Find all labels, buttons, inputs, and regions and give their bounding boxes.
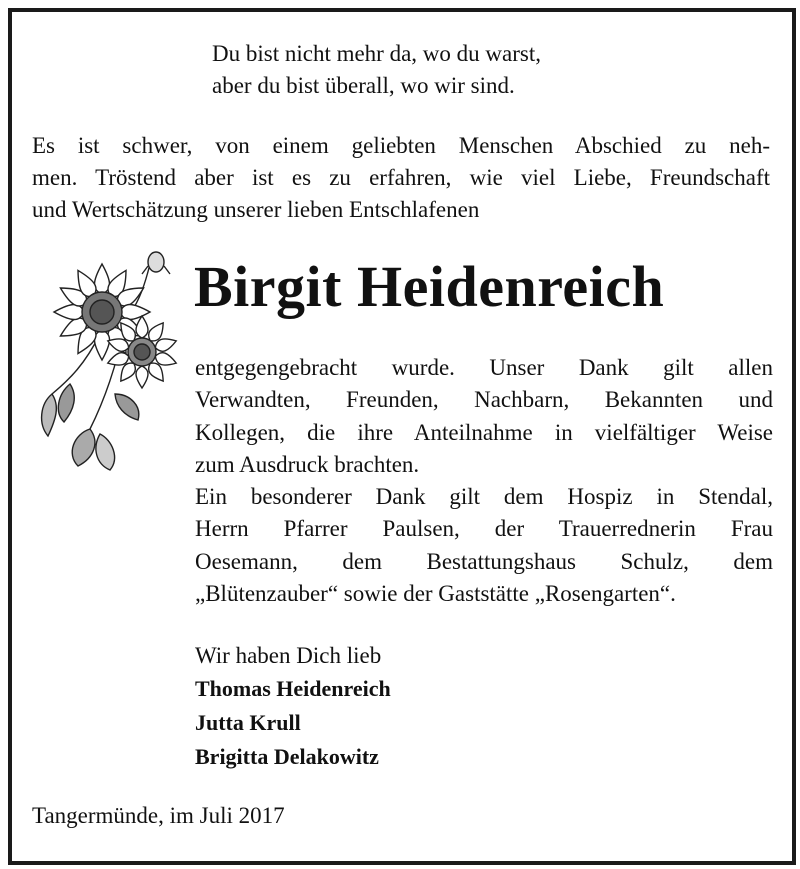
thanks-line: Verwandten, Freunden, Nachbarn, Bekannten und: [195, 387, 773, 413]
thanks-line: Herrn Pfarrer Paulsen, der Trauerrednerin Frau: [195, 516, 773, 542]
place-and-date: Tangermünde, im Juli 2017: [32, 803, 285, 828]
motto-line-2: aber du bist überall, wo wir sind.: [212, 73, 515, 98]
intro-line-3: und Wertschätzung unserer lieben Entschlafenen: [32, 197, 480, 222]
closing-phrase: Wir haben Dich lieb: [195, 643, 382, 668]
intro-paragraph: [32, 130, 770, 226]
thanks-line: zum Ausdruck brachten.: [195, 451, 420, 477]
thanks-line: Oesemann, dem Bestattungshaus Schulz, dem: [195, 548, 773, 574]
signer-name: Thomas Heidenreich: [195, 676, 391, 701]
signer-name: Brigitta Delakowitz: [195, 744, 379, 769]
thanks-line: Ein besonderer Dank gilt dem Hospiz in Stendal,: [195, 484, 773, 510]
motto-line-1: Du bist nicht mehr da, wo du warst,: [212, 41, 541, 66]
deceased-name: Birgit Heidenreich: [194, 254, 665, 319]
thanks-line: Kollegen, die ihre Anteilnahme in vielfältiger Weise: [195, 419, 773, 445]
motto: [212, 38, 541, 102]
thanks-line: „Blütenzauber“ sowie der Gaststätte „Rosengarten“.: [195, 581, 676, 607]
sunflower-icon: [30, 244, 198, 474]
obituary-notice: [8, 8, 796, 865]
signers-list: [195, 672, 391, 774]
thanks-line: entgegengebracht wurde. Unser Dank gilt allen: [195, 355, 773, 380]
signer-name: Jutta Krull: [195, 710, 301, 735]
intro-line-2: men. Tröstend aber ist es zu erfahren, wie viel Liebe, Freundschaft: [32, 165, 770, 190]
thanks-paragraph: [195, 352, 773, 610]
intro-line-1: Es ist schwer, von einem geliebten Menschen Abschied zu neh-: [32, 133, 770, 158]
